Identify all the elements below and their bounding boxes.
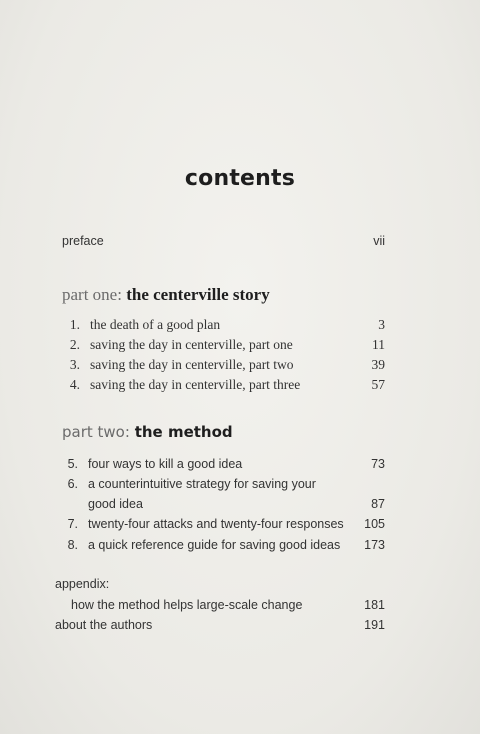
part-two-prefix: part two: <box>62 423 130 441</box>
toc-entry-page: vii <box>373 234 385 248</box>
toc-entry-appendix-item <box>0 598 480 618</box>
toc-entry-chapter-5 <box>0 457 480 477</box>
chapter-title: a counterintuitive strategy for saving your <box>88 477 316 491</box>
chapter-page: 87 <box>371 497 385 511</box>
chapter-title: saving the day in centerville, part two <box>90 357 294 372</box>
toc-entry-about-authors <box>0 618 480 638</box>
chapter-title: a quick reference guide for saving good ideas <box>88 538 341 552</box>
chapter-page: 173 <box>364 538 385 552</box>
toc-entry-chapter-8 <box>0 538 480 558</box>
part-one-name: the centerville story <box>126 285 270 304</box>
chapter-page: 39 <box>371 357 385 372</box>
toc-entry-chapter-3 <box>0 357 480 377</box>
chapter-number: 1. <box>69 317 80 332</box>
toc-entry-chapter-4 <box>0 377 480 397</box>
toc-entry-chapter-6 <box>0 477 480 497</box>
appendix-item-title: how the method helps large-scale change <box>71 598 303 612</box>
part-one-heading <box>62 285 270 305</box>
chapter-title: twenty-four attacks and twenty-four responses <box>88 517 344 531</box>
part-one-prefix: part one: <box>62 285 122 304</box>
part-two-name: the method <box>134 423 233 441</box>
toc-entry-chapter-6-continued <box>0 497 480 517</box>
chapter-page: 57 <box>371 377 385 392</box>
toc-entry-chapter-7 <box>0 517 480 537</box>
about-authors-page: 191 <box>364 618 385 632</box>
toc-entry-preface <box>0 234 480 254</box>
chapter-title: saving the day in centerville, part three <box>90 377 301 392</box>
chapter-title: saving the day in centerville, part one <box>90 337 293 352</box>
appendix-label: appendix: <box>55 577 110 591</box>
chapter-page: 11 <box>372 337 385 352</box>
chapter-number: 2. <box>69 337 80 352</box>
chapter-number: 3. <box>69 357 80 372</box>
page-title: contents <box>184 166 296 191</box>
chapter-page: 73 <box>371 457 385 471</box>
toc-entry-chapter-2 <box>0 337 480 357</box>
chapter-title: four ways to kill a good idea <box>88 457 243 471</box>
chapter-number: 4. <box>69 377 80 392</box>
about-authors-label: about the authors <box>55 618 153 632</box>
toc-entry-label: preface <box>62 234 104 248</box>
chapter-number: 8. <box>67 538 78 552</box>
chapter-number: 6. <box>67 477 78 491</box>
chapter-title: the death of a good plan <box>90 317 221 332</box>
chapter-page: 105 <box>364 517 385 531</box>
toc-entry-chapter-1 <box>0 317 480 337</box>
chapter-number: 7. <box>67 517 78 531</box>
chapter-title-continued: good idea <box>88 497 143 511</box>
chapter-page: 3 <box>378 317 385 332</box>
chapter-number: 5. <box>67 457 78 471</box>
appendix-item-page: 181 <box>364 598 385 612</box>
part-two-heading <box>62 423 233 441</box>
toc-entry-appendix <box>0 577 480 597</box>
